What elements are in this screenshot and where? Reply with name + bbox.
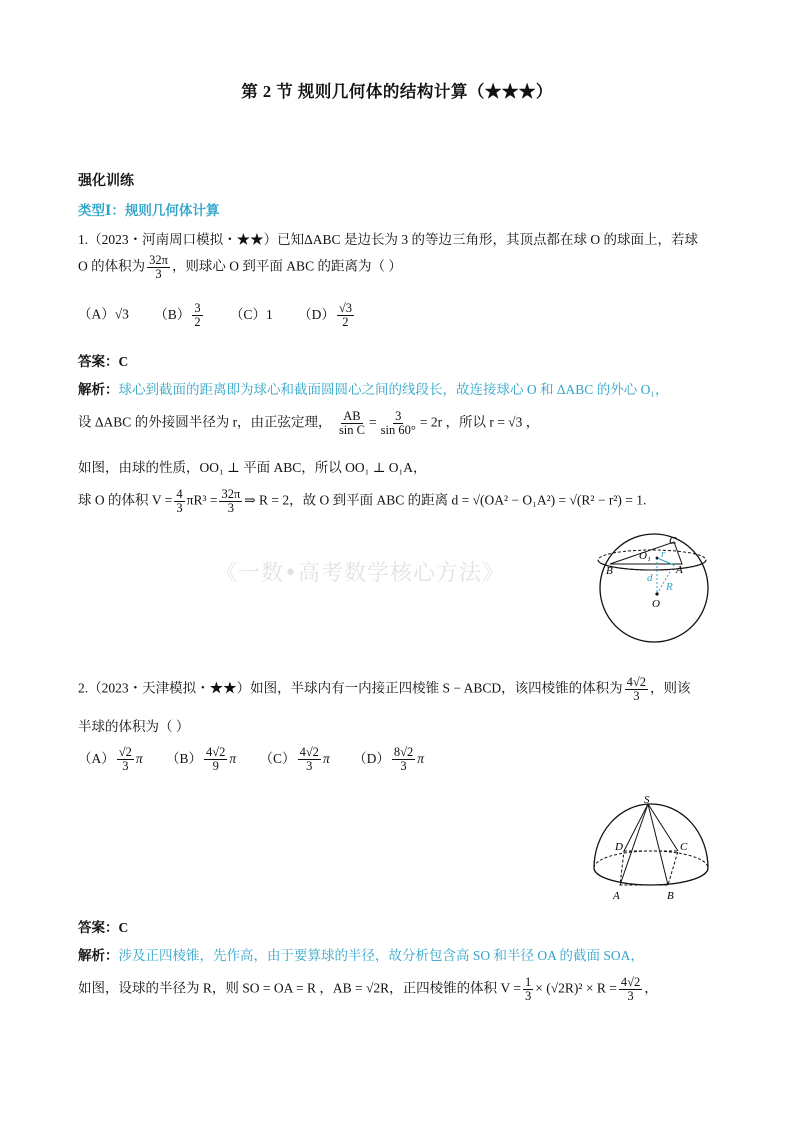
pi-symbol: π [322,750,330,766]
frac-den: 3 [633,689,640,704]
label-R: R [666,581,673,593]
frac-den: 3 [627,989,634,1004]
q1-options [78,302,356,329]
q2-volume-fraction [625,676,648,703]
fraction-3-sin60 [379,410,418,437]
option-label: （B） [154,306,191,322]
frac-num: 8√2 [393,745,414,759]
q1-stem-text-a: O 的体积为 [78,258,146,274]
analysis-text: × (√2R)² × R = [535,980,617,996]
option-fraction [392,746,415,773]
fraction-1-3 [523,976,533,1003]
frac-num: √3 [338,301,352,315]
q1-stem-line2 [78,254,402,281]
label-d: D [615,841,623,853]
analysis-label: 解析： [78,382,119,397]
frac-num: 4 [176,487,183,501]
analysis-label: 解析： [78,948,119,963]
analysis-text: = 2r ，所以 r = √3 ， [419,414,540,430]
option-label: （C） [259,750,296,766]
q1-sphere-diagram [592,528,720,643]
cross-section-front [598,560,706,570]
q1-analysis-line4 [78,488,646,515]
frac-num: 32π [149,253,168,267]
label-o1: O₁ [639,550,651,562]
q2-stem-line1 [78,676,691,703]
edge-sd [624,804,648,851]
q2-option-b[interactable] [166,745,237,774]
label-o: O [652,598,660,610]
frac-num: 4√2 [626,675,647,689]
q1-option-b[interactable] [154,301,204,330]
q2-options [78,746,424,773]
frac-den: 3 [176,501,183,516]
frac-num: 1 [525,975,532,989]
option-label: （B） [166,750,203,766]
q1-option-d[interactable] [298,301,356,330]
fraction-4root2-3 [619,976,642,1003]
q1-stem-text-b: ，则球心 O 到平面 ABC 的距离为（ ） [171,258,402,274]
frac-den: 3 [306,759,313,774]
option-label: （A） [78,750,115,766]
option-label: （D） [353,750,390,766]
q2-stem-line2: 半球的体积为（ ） [78,719,190,734]
label-a: A [613,890,620,902]
option-fraction [192,302,202,329]
frac-den: 3 [122,759,129,774]
frac-num: AB [343,409,361,423]
option-value: √3 [114,306,129,322]
frac-num: 4√2 [620,975,641,989]
label-c: C [680,841,688,853]
analysis-text: 涉及正四棱锥，先作高，由于要算球的半径，故分析包含高 SO 和半径 OA 的截面 SOA， [118,948,644,963]
option-fraction [298,746,321,773]
label-c: C [669,535,677,547]
option-label: （A） [78,306,115,322]
point-o1 [656,557,659,560]
label-d: d [647,572,653,584]
q1-analysis-line3: 如图，由球的性质，OO₁ ⊥ 平面 ABC，所以 OO₁ ⊥ O₁A， [78,460,427,475]
frac-den: 9 [212,759,219,774]
q1-analysis-line2 [78,410,539,437]
pi-symbol: π [135,750,143,766]
fraction-ab-sinc [337,410,367,437]
label-b: B [606,565,613,577]
option-label: （D） [298,306,335,322]
q2-option-d[interactable] [353,745,424,774]
frac-num: 32π [221,487,241,501]
option-fraction [337,302,354,329]
analysis-text: 如图，设球的半径为 R，则 SO = OA = R ，AB = √2R，正四棱锥的体积 V = [78,980,522,996]
q2-option-c[interactable] [259,745,330,774]
frac-den: 2 [194,315,201,330]
q1-analysis-line1 [78,378,669,398]
analysis-text: ， [644,980,658,996]
watermark: 《一数•高考数学核心方法》 [215,561,505,586]
analysis-text: πR³ = [186,492,218,508]
edge-sb [648,804,668,885]
q1-answer: 答案：C [78,354,129,369]
analysis-text: 球 O 的体积 V = [78,492,173,508]
type-label: 类型Ⅰ：规则几何体计算 [78,203,220,218]
frac-den: 3 [155,267,162,282]
fraction-4-3 [174,488,184,515]
q2-analysis-line2 [78,976,658,1003]
q2-hemisphere-diagram [590,792,712,904]
frac-num: 3 [395,409,402,423]
frac-den: 2 [342,315,349,330]
stem-text: ，则该 [650,680,691,696]
label-s: S [644,794,650,806]
label-a: A [676,564,683,576]
q2-option-a[interactable] [78,745,143,774]
point-o [655,592,658,595]
stem-text: 2.（2023・天津模拟・★★）如图，半球内有一内接正四棱锥 S − ABCD，该四棱锥的体积为 [78,680,623,696]
edge-sc [648,804,678,851]
q1-option-c[interactable]: （C）1 [229,306,273,322]
pi-symbol: π [417,750,424,766]
frac-num: 4√2 [206,745,226,759]
option-fraction [117,746,134,773]
frac-den: 3 [525,989,532,1004]
frac-num: 4√2 [299,745,319,759]
frac-den: sin C [338,423,365,438]
hemisphere-dome [594,804,708,868]
frac-den: sin 60° [380,423,416,438]
q2-answer: 答案：C [78,920,129,935]
frac-den: 3 [400,759,407,774]
section-heading: 强化训练 [78,174,134,189]
frac-num: 3 [194,301,201,315]
q1-stem-line1: 1.（2023・河南周口模拟・★★）已知ΔABC 是边长为 3 的等边三角形，其顶点都在球 O 的球面上，若球 [78,232,698,247]
analysis-text: ⇒ R = 2，故 O 到平面 ABC 的距离 d = √(OA² − O₁A²) = √(R² − r²) = 1. [244,492,647,508]
base-circle-front [594,868,708,885]
square-base [620,851,678,885]
q2-analysis-line1 [78,944,644,964]
q1-volume-fraction [147,254,170,281]
analysis-text: 设 ΔABC 的外接圆半径为 r，由正弦定理， [78,414,332,430]
label-r: r [661,548,666,560]
frac-num: √2 [118,745,132,759]
pi-symbol: π [229,750,237,766]
fraction-32pi-3 [219,488,242,515]
page-title: 第 2 节 规则几何体的结构计算（★★★） [241,82,553,101]
edge-sa [620,804,648,885]
label-b: B [667,890,674,902]
analysis-text: 球心到截面的距离即为球心和截面圆圆心之间的线段长，故连接球心 O 和 ΔABC 的外心 O₁， [118,382,669,397]
q1-option-a[interactable] [78,307,129,322]
equals-sign: = [369,414,377,430]
option-fraction [204,746,227,773]
frac-den: 3 [227,501,235,516]
